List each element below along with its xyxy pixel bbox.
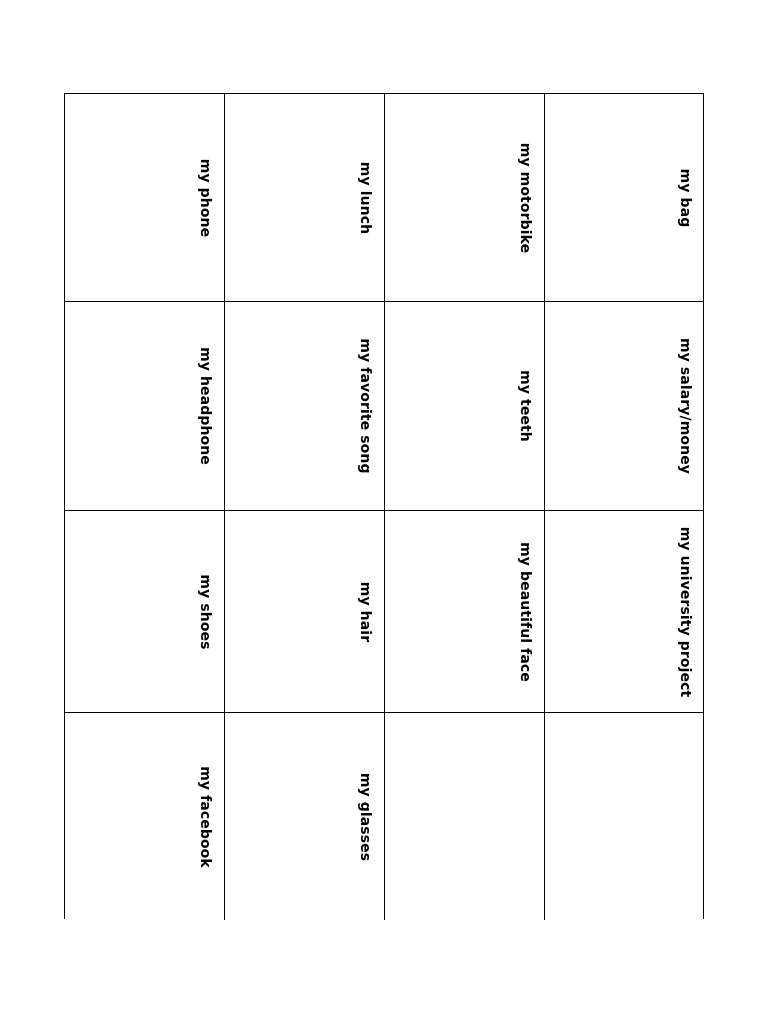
- card-cell: [545, 94, 703, 302]
- card-cell: [65, 302, 224, 511]
- card-label: my glasses: [357, 772, 373, 861]
- card-cell: [225, 511, 384, 713]
- card-cell: [385, 713, 544, 920]
- card-label: my motorbike: [517, 142, 533, 253]
- column-2: [225, 94, 385, 920]
- column-3: [385, 94, 545, 920]
- card-cell: [65, 511, 224, 713]
- card-cell: [545, 302, 703, 511]
- card-label: my bag: [677, 168, 693, 227]
- card-cell: [385, 302, 544, 511]
- card-cell: [65, 94, 224, 302]
- card-label: my phone: [197, 158, 213, 237]
- card-label: my salary/money: [677, 337, 693, 475]
- card-label: my facebook: [197, 765, 213, 868]
- card-label: my headphone: [197, 347, 213, 465]
- card-label: my beautiful face: [517, 541, 533, 682]
- card-grid: [64, 93, 704, 919]
- card-cell: [225, 94, 384, 302]
- card-cell: [225, 713, 384, 920]
- card-cell: [65, 713, 224, 920]
- card-label: my lunch: [357, 161, 373, 234]
- card-label: my university project: [677, 526, 693, 697]
- card-label: my hair: [357, 581, 373, 642]
- column-4: [545, 94, 703, 920]
- column-1: [65, 94, 225, 920]
- card-cell: [385, 511, 544, 713]
- card-cell: [545, 713, 703, 920]
- card-label: my shoes: [197, 573, 213, 650]
- card-cell: [385, 94, 544, 302]
- card-cell: [225, 302, 384, 511]
- card-cell: [545, 511, 703, 713]
- card-label: my teeth: [517, 370, 533, 442]
- card-label: my favorite song: [357, 338, 373, 474]
